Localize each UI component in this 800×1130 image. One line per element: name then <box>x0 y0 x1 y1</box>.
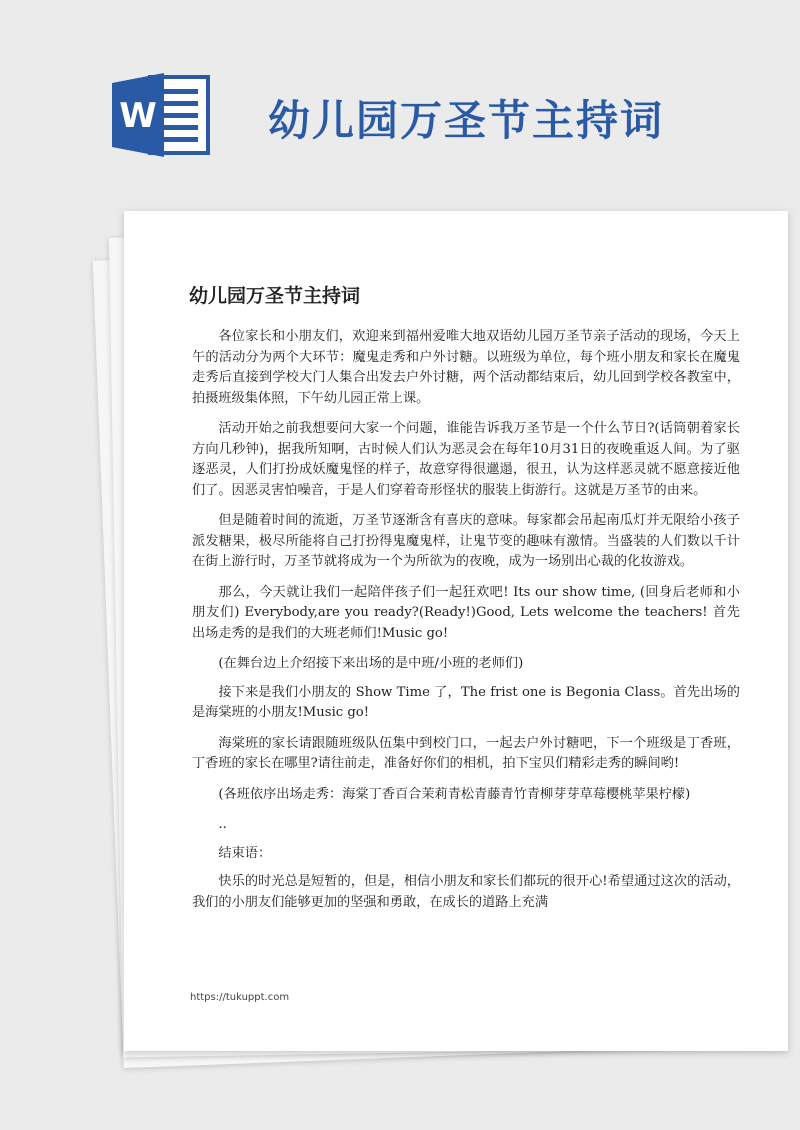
document-title: 幼儿园万圣节主持词 <box>189 285 361 307</box>
paragraph: 快乐的时光总是短暂的，但是，相信小朋友和家长们都玩的很开心!希望通过这次的活动，我们的小朋友们能够更加的坚强和勇敢，在成长的道路上充满 <box>192 874 740 910</box>
paragraph: 活动开始之前我想要问大家一个问题，谁能告诉我万圣节是一个什么节日?(话筒朝着家长方向几秒钟)，据我所知啊，古时候人们认为恶灵会在每年10月31日的夜晚重返人间。为了驱逐恶灵，人们打扮成妖魔鬼怪的样子，故意穿得很邋遢，很丑，认为这样恶灵就不愿意接近他们了。因恶灵害怕噪音，于是人们穿着奇形怪状的服装上街游行。这就是万圣节的由来。 <box>192 421 740 498</box>
paragraph: .. <box>218 817 227 832</box>
paragraph: 海棠班的家长请跟随班级队伍集中到校门口，一起去户外讨糖吧，下一个班级是丁香班，丁香班的家长在哪里?请往前走，准备好你们的相机，拍下宝贝们精彩走秀的瞬间哟! <box>192 735 740 771</box>
source-url[interactable]: https://tukuppt.com <box>190 992 290 1003</box>
paragraph: (在舞台边上介绍接下来出场的是中班/小班的老师们) <box>218 656 524 671</box>
word-icon-letter: W <box>119 96 157 136</box>
document-body <box>192 327 740 923</box>
document-page <box>124 211 788 1051</box>
paragraph: 那么，今天就让我们一起陪伴孩子们一起狂欢吧! Its our show time, (回身后老师和小朋友们) Everybody,are you ready?(Ready!)Good, Lets welcome the teachers! 首先出场走秀的是我们的大班老师们!Music go! <box>192 584 740 641</box>
paragraph: 接下来是我们小朋友的 Show Time 了，The frist one is Begonia Class。首先出场的是海棠班的小朋友!Music go! <box>192 684 740 720</box>
paragraph: 各位家长和小朋友们，欢迎来到福州爱唯大地双语幼儿园万圣节亲子活动的现场，今天上午的活动分为两个大环节：魔鬼走秀和户外讨糖。以班级为单位，每个班小朋友和家长在魔鬼走秀后直接到学校大门人集合出发去户外讨糖，两个活动都结束后，幼儿回到学校各教室中，拍摄班级集体照，下午幼儿园正常上课。 <box>192 329 740 406</box>
paragraph: (各班依序出场走秀：海棠丁香百合茉莉青松青藤青竹青柳芽芽草莓樱桃苹果柠檬) <box>218 786 691 802</box>
banner-title: 幼儿园万圣节主持词 <box>268 96 665 145</box>
banner <box>0 0 800 210</box>
paragraph: 结束语： <box>218 845 272 861</box>
paragraph: 但是随着时间的流逝，万圣节逐渐含有喜庆的意味。每家都会吊起南瓜灯并无限给小孩子派发糖果，极尽所能将自己打扮得鬼魔鬼样，让鬼节变的趣味有激情。当盛装的人们数以千计在街上游行时，万圣节就将成为一个为所欲为的夜晚，成为一场别出心裁的化妆游戏。 <box>192 513 740 569</box>
word-document-icon <box>112 73 212 157</box>
